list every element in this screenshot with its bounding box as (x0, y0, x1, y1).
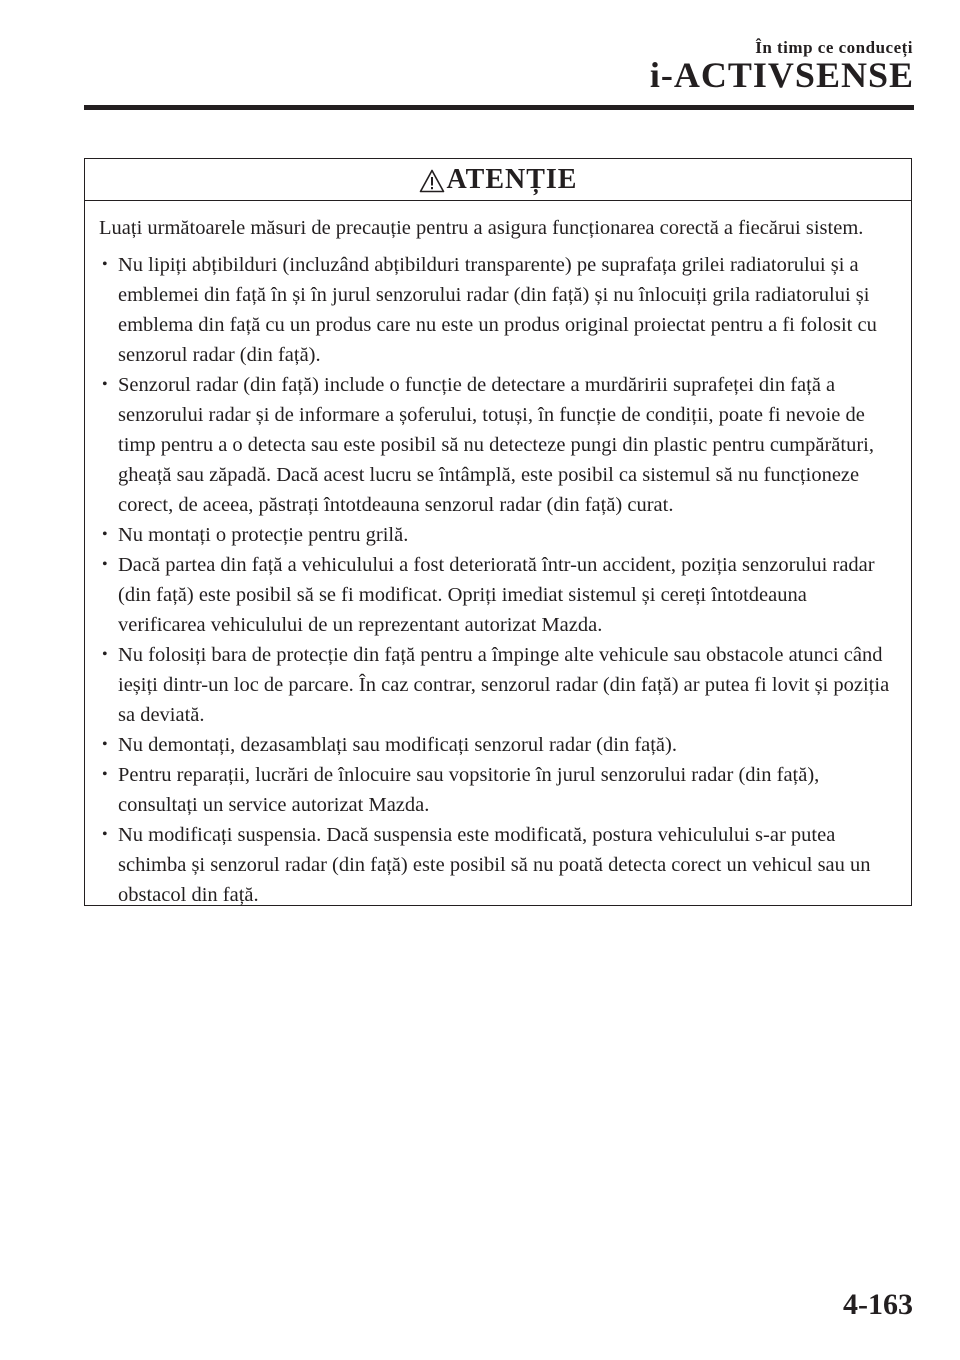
caution-bullet-text: Nu montați o protecție pentru grilă. (118, 524, 409, 546)
caution-intro: Luați următoarele măsuri de precauție pentru a asigura funcționarea corectă a fiecărui sistem. (99, 217, 864, 239)
caution-bullet (99, 370, 899, 520)
caution-bullet (99, 250, 899, 370)
page-number: 4-163 (843, 1288, 913, 1321)
caution-bullet (99, 760, 899, 820)
caution-box (84, 158, 912, 906)
bullet-dot-icon: • (102, 826, 108, 843)
caution-bullet (99, 820, 899, 910)
bullet-dot-icon: • (102, 646, 108, 663)
bullet-dot-icon: • (102, 376, 108, 393)
caution-title-bar (85, 159, 911, 201)
header-section-title: În timp ce conduceți (755, 38, 913, 57)
caution-bullet-text: Pentru reparații, lucrări de înlocuire sau vopsitorie în jurul senzorului radar (din față), consultați un service autorizat Mazda. (118, 764, 820, 816)
caution-bullet-list (99, 250, 899, 910)
bullet-dot-icon: • (102, 526, 108, 543)
caution-bullet (99, 550, 899, 640)
bullet-dot-icon: • (102, 766, 108, 783)
caution-bullet (99, 730, 899, 760)
warning-triangle-icon (419, 169, 445, 193)
caution-bullet-text: Nu lipiți abțibilduri (incluzând abțibilduri transparente) pe suprafața grilei radiatorului și a emblemei din față în și în jurul senzorului radar (din față) și nu înlocuiți grila radiatorului și emblema din față cu un produs care nu este un produs original proiectat pentru a fi folosit cu senzorul radar (din față). (118, 254, 877, 366)
caution-bullet-text: Dacă partea din față a vehiculului a fost deteriorată într-un accident, poziția senzorului radar (din față) este posibil să se fi modificat. Opriți imediat sistemul și cereți întotdeauna verificarea vehiculului de un reprezentant autorizat Mazda. (118, 554, 875, 636)
caution-bullet-text: Senzorul radar (din față) include o funcție de detectare a murdăririi suprafeței din față a senzorului radar și de informare a șoferului, totuși, în funcție de condiții, poate fi nevoie de timp pentru a o detecta sau este posibil să nu detecteze pungi din plastic pentru cumpărături, gheață sau zăpadă. Dacă acest lucru se întâmplă, este posibil ca sistemul să nu funcționeze corect, de aceea, păstrați întotdeauna senzorul radar (din față) curat. (118, 374, 874, 516)
bullet-dot-icon: • (102, 736, 108, 753)
bullet-dot-icon: • (102, 556, 108, 573)
header-divider (84, 105, 914, 110)
caution-body (85, 201, 911, 910)
caution-title: ATENȚIE (446, 163, 578, 195)
caution-bullet-text: Nu folosiți bara de protecție din față pentru a împinge alte vehicule sau obstacole atunci când ieșiți dintr-un loc de parcare. În caz contrar, senzorul radar (din față) ar putea fi lovit și poziția sa deviată. (118, 644, 890, 726)
caution-bullet-text: Nu demontați, dezasamblați sau modificați senzorul radar (din față). (118, 734, 677, 756)
caution-bullet-text: Nu modificați suspensia. Dacă suspensia este modificată, postura vehiculului s-ar putea schimba și senzorul radar (din față) este posibil să nu poată detecta corect un vehicul sau un obstacol din față. (118, 824, 871, 906)
caution-bullet (99, 640, 899, 730)
caution-bullet (99, 520, 899, 550)
header-chapter-title: i-ACTIVSENSE (649, 55, 914, 95)
bullet-dot-icon: • (102, 256, 108, 273)
